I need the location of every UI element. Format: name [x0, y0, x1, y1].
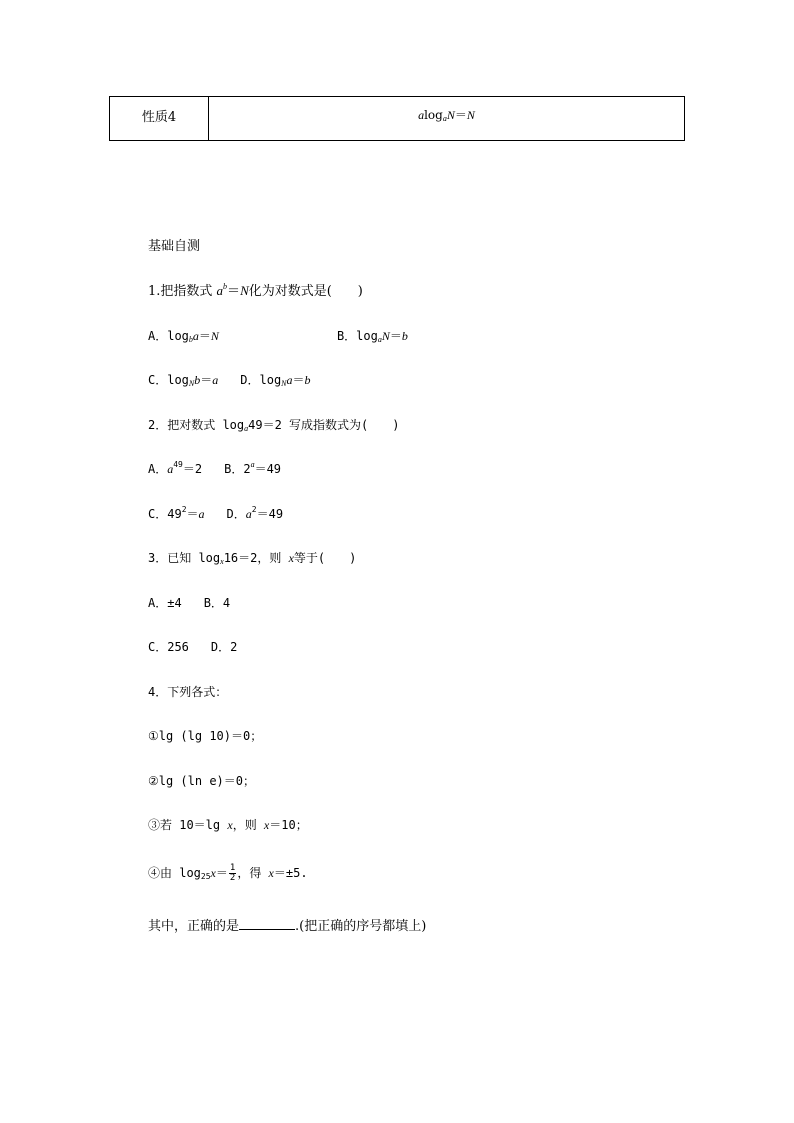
q1-options-ab	[148, 327, 408, 345]
q1-options-cd	[148, 371, 311, 389]
q3-options-cd	[148, 638, 237, 656]
q4-item-2: ②lg (ln e)＝0；	[148, 774, 256, 788]
q2-options-cd	[148, 505, 283, 523]
answer-blank[interactable]	[239, 916, 295, 930]
fraction-one-half: $\frac{1}{2}$	[229, 863, 236, 883]
option-b: B．$\log_aN=b$	[336, 329, 408, 344]
option-b: B．4	[203, 596, 231, 610]
option-d: D．2	[210, 640, 238, 654]
property-table	[109, 96, 685, 141]
option-c: C．256	[148, 640, 189, 654]
question-4: 4．下列各式：	[148, 685, 228, 699]
option-d: D．$a^2=49$	[226, 505, 284, 521]
option-c: C．$49^2=a$	[148, 505, 205, 521]
question-2: 2．把对数式 $\log_a49=2$ 写成指数式为( )	[148, 418, 400, 433]
option-a: A．$\log_ba=N$	[148, 329, 219, 344]
q4-item-3: ③若 10＝lg x，则 x＝10；	[148, 818, 308, 832]
question-3: 3．已知 $\log_x16=2$，则 x等于( )	[148, 551, 357, 566]
answer-line: 其中，正确的是 .(把正确的序号都填上)	[148, 916, 426, 936]
q4-item-1: ①lg (lg 10)＝0；	[148, 729, 263, 743]
option-a: A．$a^{49}=2$	[148, 460, 203, 476]
q2-options-ab	[148, 460, 281, 478]
option-d: D．$\log_Na=b$	[240, 373, 311, 388]
section-title: 基础自测	[148, 239, 201, 254]
option-b: B．$2^a=49$	[224, 460, 282, 476]
table-row	[110, 97, 685, 141]
q4-item-4: ④由 $\log_{25}x=$ $\frac{1}{2}$ ，得 x＝±5.	[148, 863, 308, 883]
question-1: 1.把指数式 $a^b=N$化为对数式是( )	[148, 282, 363, 299]
property-label: 性质4	[110, 97, 209, 141]
option-c: C．$\log_Nb=a$	[148, 373, 219, 388]
property-formula: alog$_a$N＝N	[209, 97, 685, 141]
option-a: A．±4	[148, 596, 182, 610]
q3-options-ab	[148, 594, 230, 612]
